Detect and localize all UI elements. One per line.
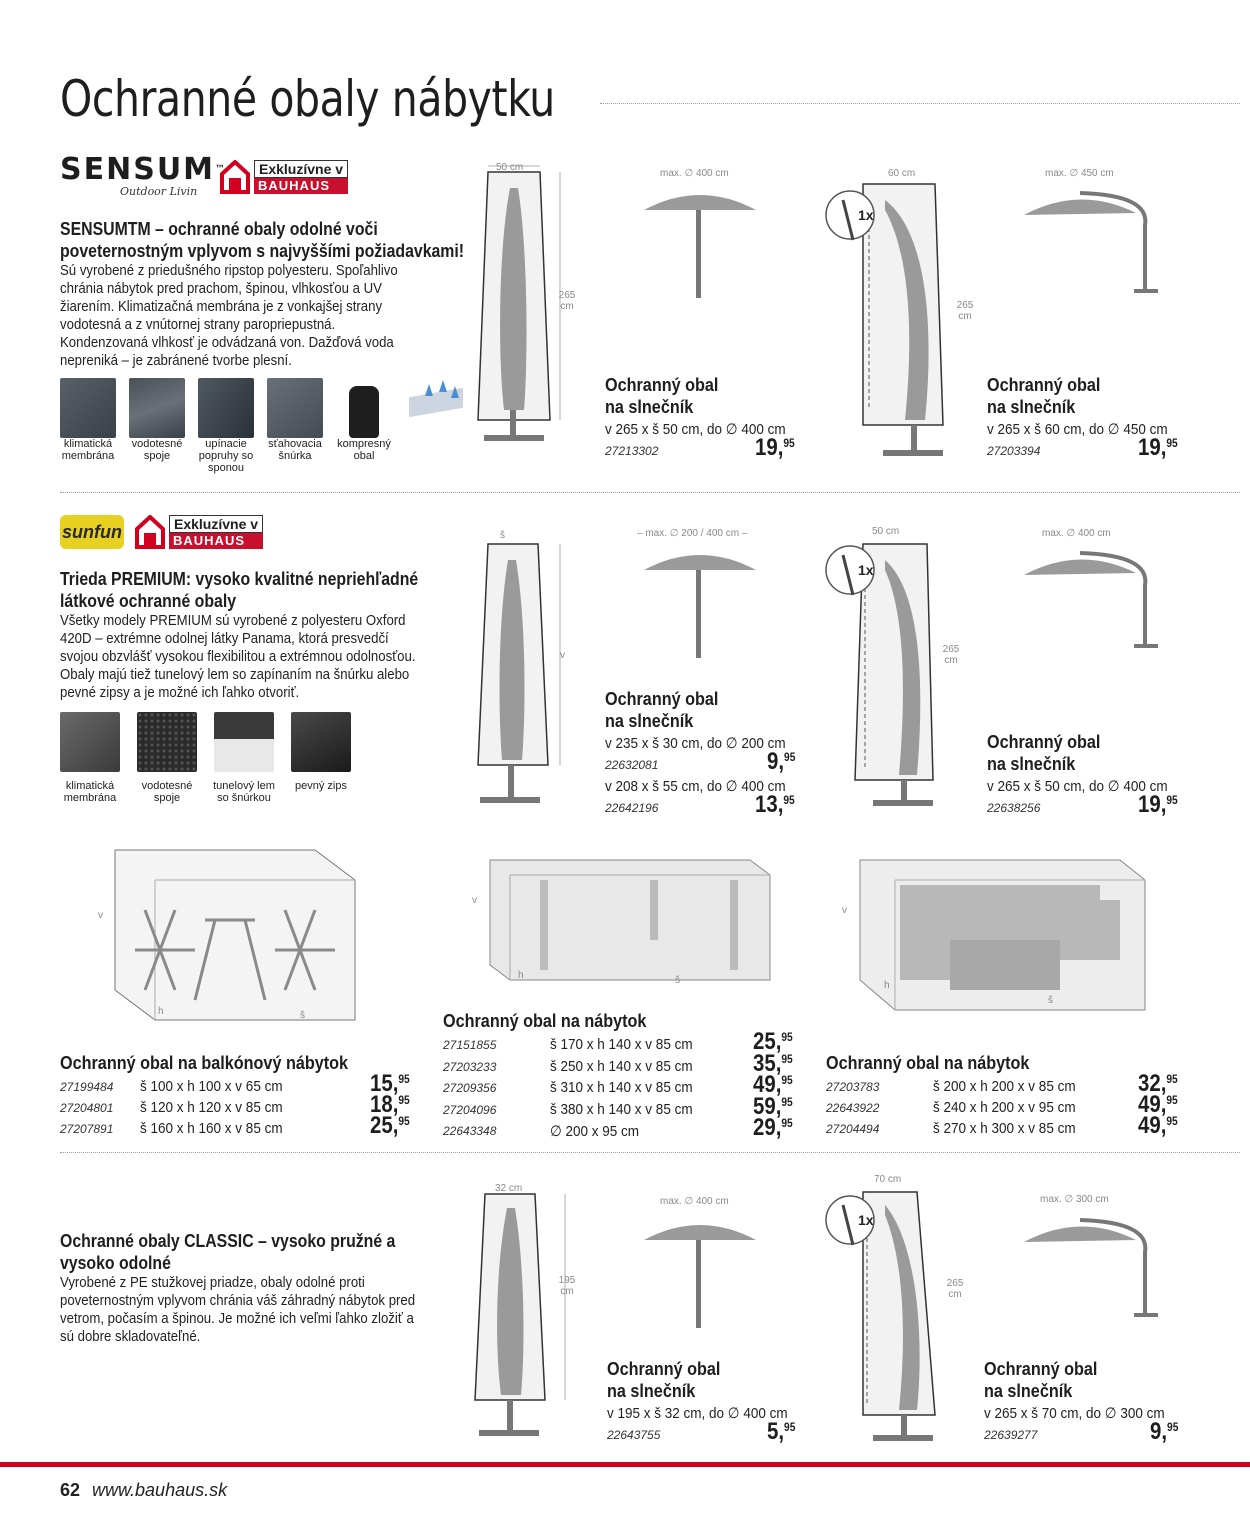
exclusive-badge-sensum: Exkluzívne v BAUHAUS: [220, 160, 348, 194]
p3-dimensions-2: v 208 x š 55 cm, do ∅ 400 cm: [605, 778, 786, 795]
price-row: 27151855 š 170 x h 140 x v 85 cm 25,95: [443, 1028, 793, 1055]
p1-dimensions: v 265 x š 50 cm, do ∅ 400 cm: [605, 421, 786, 438]
feature-image: [137, 712, 197, 772]
feature-image: [214, 712, 274, 772]
p3-width-label: š: [500, 530, 505, 541]
page-number: 62: [60, 1480, 81, 1500]
p5-width-label: 32 cm: [495, 1183, 523, 1194]
p2-zip-count: 1x: [858, 207, 874, 223]
p2-height-label: 265 cm: [956, 300, 974, 322]
feature-item: pevný zips: [291, 712, 356, 804]
table-s-label: š: [675, 975, 680, 986]
exclusive-badge-sunfun: Exkluzívne v BAUHAUS: [135, 515, 263, 549]
table-cover-illustration: [470, 850, 790, 990]
feature-item: klimatická membrána: [60, 378, 123, 474]
feature-item: kompresný obal: [336, 378, 399, 474]
p5-diameter-label: max. ∅ 400 cm: [660, 1196, 729, 1207]
p6-zip-count: 1x: [858, 1212, 874, 1228]
p4-code: 22638256: [987, 801, 1041, 815]
balcony-price-list: [60, 1070, 410, 1139]
price-row: 27203783 š 200 x h 200 x v 85 cm 32,95: [826, 1070, 1178, 1097]
p3-dimensions-1: v 235 x š 30 cm, do ∅ 200 cm: [605, 735, 786, 752]
website-link[interactable]: www.bauhaus.sk: [92, 1480, 228, 1500]
feature-item: vodotesné spoje: [129, 378, 192, 474]
p4-diameter-label: max. ∅ 400 cm: [1042, 528, 1111, 539]
p3-name: Ochranný obal na slnečník: [605, 689, 719, 731]
price-row: 27199484 š 100 x h 100 x v 65 cm 15,95: [60, 1070, 410, 1097]
p6-code: 22639277: [984, 1428, 1038, 1442]
feature-item: tunelový lem so šnúrkou: [214, 712, 279, 804]
open-umbrella-icon: [640, 185, 760, 300]
title-divider: [600, 103, 1240, 104]
lounge-cover-illustration: [840, 850, 1160, 1030]
p3-price-2: 13,95: [755, 791, 795, 818]
p2-diameter-label: max. ∅ 450 cm: [1045, 168, 1114, 179]
p4-name: Ochranný obal na slnečník: [987, 732, 1101, 774]
page-title: Ochranné obaly nábytku: [60, 70, 555, 128]
p5-price: 5,95: [766, 1418, 795, 1445]
p3-diameter-label: – max. ∅ 200 / 400 cm –: [637, 528, 748, 539]
cantilever-umbrella-icon: [1020, 185, 1160, 295]
p2-code: 27203394: [987, 444, 1041, 458]
p2-width-label: 60 cm: [888, 168, 916, 179]
table-cover-name: Ochranný obal na nábytok: [443, 1011, 647, 1031]
balcony-name: Ochranný obal na balkónový nábytok: [60, 1053, 349, 1073]
p4-zip-count: 1x: [858, 562, 874, 578]
price-row: 27207891 š 160 x h 160 x v 85 cm 25,95: [60, 1112, 410, 1139]
p4-price: 19,95: [1138, 791, 1178, 818]
feature-image: [60, 378, 116, 438]
membrane-diagram-icon: [405, 378, 461, 438]
balcony-s-label: š: [300, 1010, 305, 1021]
p1-price: 19,95: [755, 434, 795, 461]
price-row: 27204801 š 120 x h 120 x v 85 cm 18,95: [60, 1091, 410, 1118]
p6-dimensions: v 265 x š 70 cm, do ∅ 300 cm: [984, 1405, 1165, 1422]
price-row: 27209356 š 310 x h 140 x v 85 cm 49,95: [443, 1071, 793, 1098]
p6-height-label: 265 cm: [946, 1278, 964, 1300]
lounge-h-label: h: [884, 980, 890, 991]
p6-diameter-label: max. ∅ 300 cm: [1040, 1194, 1109, 1205]
p4-height-label: 265 cm: [942, 644, 960, 666]
sensum-logo: SENSUM™ Outdoor Livin: [60, 152, 228, 198]
open-umbrella-icon: [640, 545, 760, 660]
p2-dimensions: v 265 x š 60 cm, do ∅ 450 cm: [987, 421, 1168, 438]
p6-width-label: 70 cm: [874, 1174, 902, 1185]
section-divider: [60, 492, 1240, 493]
p1-code: 27213302: [605, 444, 659, 458]
cantilever-umbrella-icon: [1020, 1212, 1160, 1322]
cantilever-cover-illustration: [825, 170, 965, 460]
classic-heading: Ochranné obaly CLASSIC – vysoko pružné a vysoko odolné: [60, 1231, 396, 1273]
p2-name: Ochranný obal na slnečník: [987, 375, 1101, 417]
lounge-cover-price-list: [826, 1070, 1178, 1139]
feature-item: [405, 378, 461, 474]
table-cover-price-list: [443, 1028, 793, 1142]
sensum-features: [60, 378, 461, 474]
bauhaus-house-icon: [220, 160, 250, 194]
lounge-cover-name: Ochranný obal na nábytok: [826, 1053, 1030, 1073]
feature-image: [60, 712, 120, 772]
cantilever-cover-illustration: [825, 1180, 965, 1450]
p1-diameter-label: max. ∅ 400 cm: [660, 168, 729, 179]
umbrella-cover-illustration: [465, 1180, 595, 1450]
umbrella-cover-illustration: [460, 530, 590, 810]
balcony-h-label: h: [158, 1006, 164, 1017]
p1-width-label: 50 cm: [496, 162, 524, 173]
sunfun-features: [60, 712, 356, 804]
p6-name: Ochranný obal na slnečník: [984, 1359, 1098, 1401]
p4-dimensions: v 265 x š 50 cm, do ∅ 400 cm: [987, 778, 1168, 795]
p3-price-1: 9,95: [766, 748, 795, 775]
p3-height-label: v: [560, 650, 565, 661]
sensum-heading: SENSUMTM – ochranné obaly odolné voči poveternostným vplyvom s najvyššími požiadavkami!: [60, 219, 465, 261]
cantilever-cover-illustration: [825, 530, 965, 810]
feature-image: [267, 378, 323, 438]
p3-code-1: 22632081: [605, 758, 659, 772]
feature-image: [198, 378, 254, 438]
lounge-v-label: v: [842, 905, 847, 916]
feature-item: vodotesné spoje: [137, 712, 202, 804]
footer: [60, 1480, 227, 1501]
feature-item: sťahovacia šnúrka: [267, 378, 330, 474]
balcony-v-label: v: [98, 910, 103, 921]
feature-image: [291, 712, 351, 772]
sensum-brand-sub: Outdoor Livin: [120, 185, 198, 198]
table-v-label: v: [472, 895, 477, 906]
p1-height-label: 265 cm: [558, 290, 576, 312]
feature-item: klimatická membrána: [60, 712, 125, 804]
classic-description: Vyrobené z PE stužkovej priadze, obaly odolné proti poveternostným vplyvom chránia váš záhradný nábytok pred vetrom, počasím a špinou. Je možné ich veľmi ľahko zložiť a sú dobre skladovateľné.: [60, 1274, 416, 1345]
sunfun-heading: Trieda PREMIUM: vysoko kvalitné nepriehľadné látkové ochranné obaly: [60, 569, 419, 611]
p5-code: 22643755: [607, 1428, 661, 1442]
p6-price: 9,95: [1149, 1418, 1178, 1445]
sensum-brand: SENSUM: [60, 152, 216, 187]
sensum-description: Sú vyrobené z priedušného ripstop polyesteru. Spoľahlivo chránia nábytok pred prachom, špinou, vlhkosťou a UV žiarením. Klimatizačná membrána je z vonkajšej strany vodotesná a z vnútornej strany paropriepustná. Kondenzovaná vlhkosť je odvádzaná von. Dažďová voda nepreniká – je zabránené tvorbe plesní.: [60, 262, 398, 369]
feature-image: [336, 378, 392, 438]
section-divider: [60, 1152, 1240, 1153]
bauhaus-house-icon: [135, 515, 165, 549]
open-umbrella-icon: [640, 1215, 760, 1330]
balcony-furniture-cover-illustration: [95, 840, 375, 1040]
p4-width-label: 50 cm: [872, 526, 900, 537]
p1-name: Ochranný obal na slnečník: [605, 375, 719, 417]
lounge-s-label: š: [1048, 995, 1053, 1006]
footer-red-bar: [0, 1462, 1250, 1467]
p2-price: 19,95: [1138, 434, 1178, 461]
p3-code-2: 22642196: [605, 801, 659, 815]
price-row: 27203233 š 250 x h 140 x v 85 cm 35,95: [443, 1049, 793, 1077]
p5-name: Ochranný obal na slnečník: [607, 1359, 721, 1401]
p5-height-label: 195 cm: [558, 1275, 576, 1297]
feature-image: [129, 378, 185, 438]
cantilever-umbrella-icon: [1020, 545, 1160, 655]
feature-item: upínacie popruhy so sponou: [198, 378, 261, 474]
sunfun-description: Všetky modely PREMIUM sú vyrobené z polyesteru Oxford 420D – extrémne odolnej látky Panama, ktorá presvedčí svojou obzvlášť vysokou flexibilitou a extrémnou odolnosťou. Obaly majú tiež tunelový lem so zapínaním na šnúrku alebo pevné zipsy a je možné ich ľahko otvoriť.: [60, 612, 416, 701]
p5-dimensions: v 195 x š 32 cm, do ∅ 400 cm: [607, 1405, 788, 1422]
table-h-label: h: [518, 970, 524, 981]
sunfun-logo: sunfun: [60, 515, 124, 549]
price-row: 27204494 š 270 x h 300 x v 85 cm 49,95: [826, 1112, 1178, 1139]
price-row: 22643348 ∅ 200 x 95 cm 29,95: [443, 1114, 793, 1141]
price-row: 27204096 š 380 x h 140 x v 85 cm 59,95: [443, 1092, 793, 1120]
price-row: 22643922 š 240 x h 200 x v 95 cm 49,95: [826, 1091, 1178, 1118]
